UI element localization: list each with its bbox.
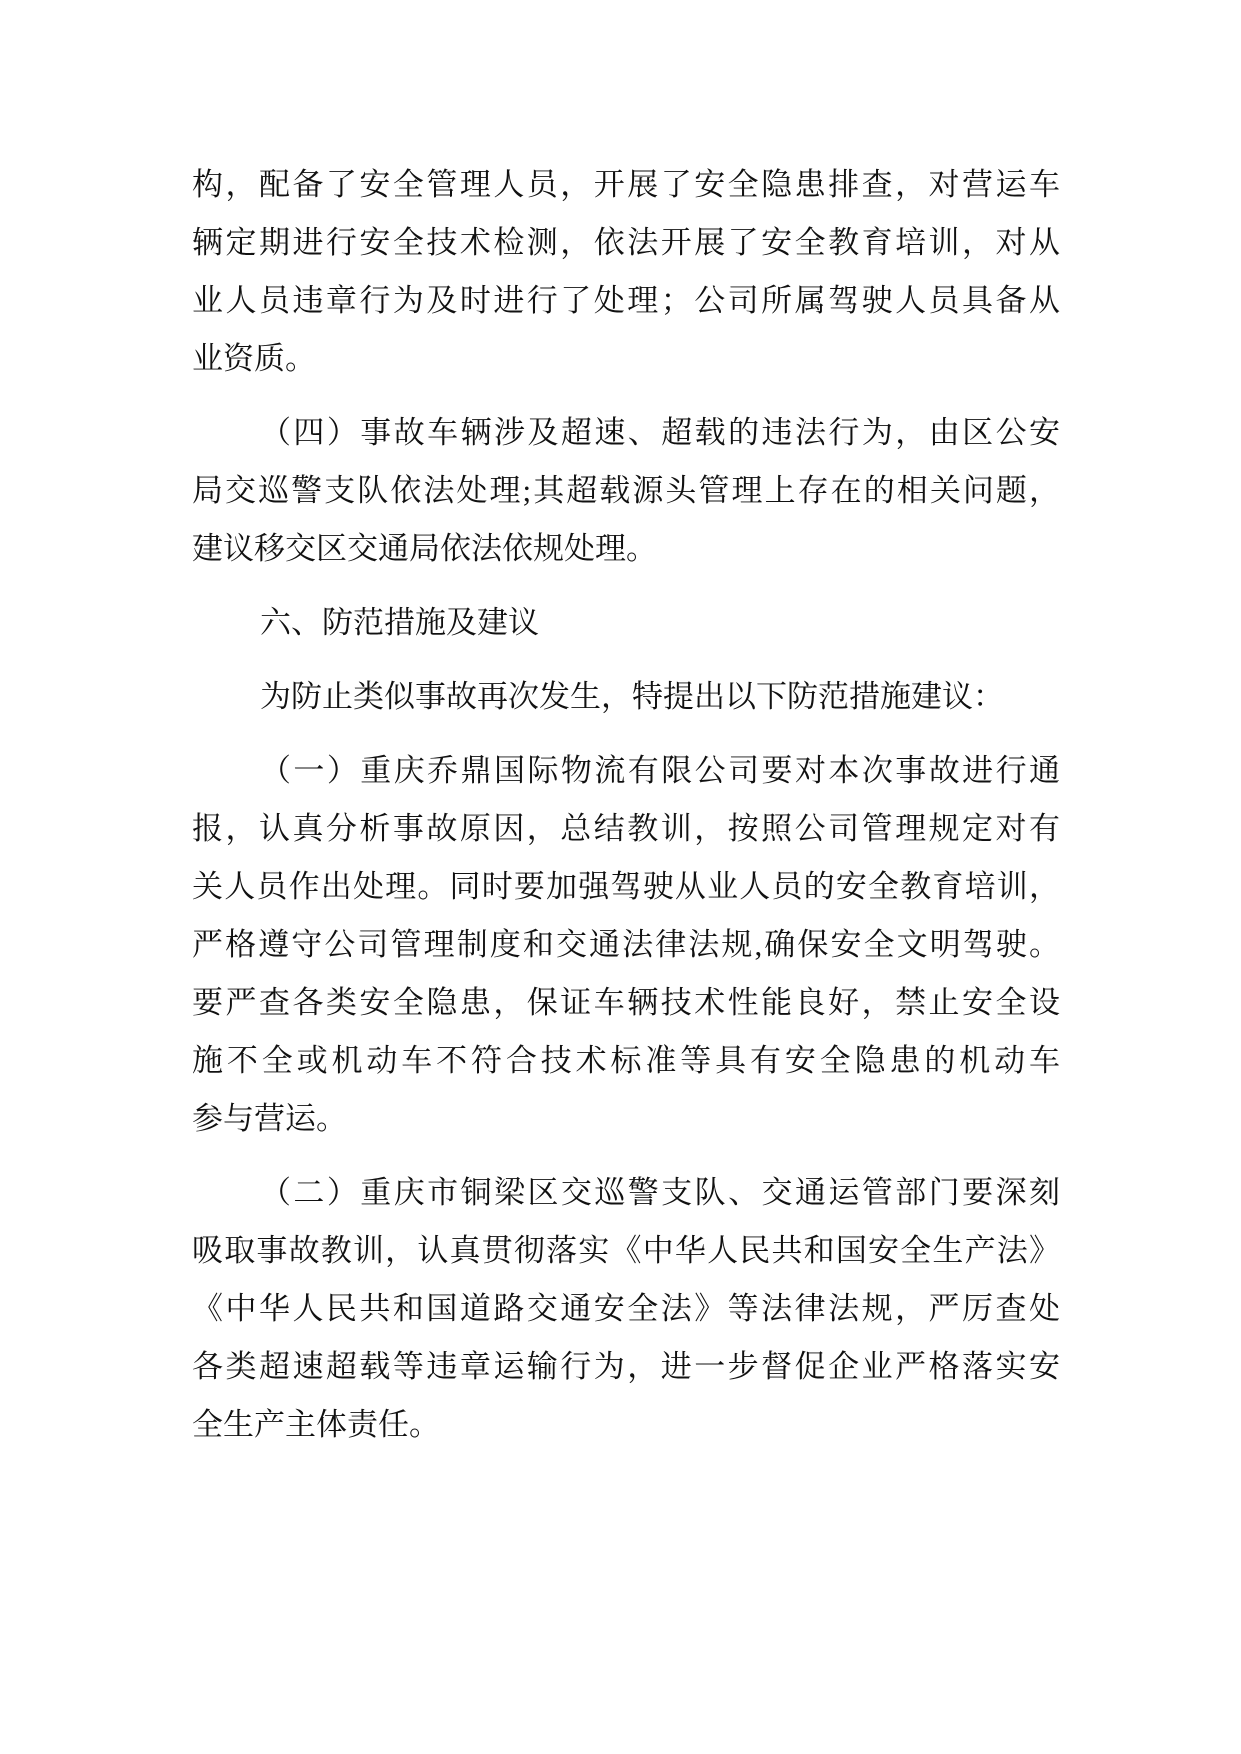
text-line: 关人员作出处理。同时要加强驾驶从业人员的安全教育培训， (192, 869, 1060, 904)
text-line: 业资质。 (192, 341, 316, 376)
paragraph (192, 594, 1060, 652)
text-line: 参与营运。 (192, 1101, 347, 1136)
text-line: 辆定期进行安全技术检测，依法开展了安全教育培训，对从 (192, 225, 1060, 260)
text-line: 为防止类似事故再次发生，特提出以下防范措施建议： (260, 679, 1004, 714)
paragraph (192, 742, 1060, 1148)
text-line: 报，认真分析事故原因，总结教训，按照公司管理规定对有 (192, 811, 1060, 846)
text-line: 局交巡警支队依法处理;其超载源头管理上存在的相关问题， (192, 473, 1060, 508)
text-line: （一）重庆乔鼎国际物流有限公司要对本次事故进行通 (260, 753, 1060, 788)
paragraph (192, 156, 1060, 388)
text-line: 《中华人民共和国道路交通安全法》等法律法规，严厉查处 (192, 1291, 1060, 1326)
text-line: 要严查各类安全隐患，保证车辆技术性能良好，禁止安全设 (192, 985, 1060, 1020)
text-line: （四）事故车辆涉及超速、超载的违法行为，由区公安 (260, 415, 1060, 450)
paragraph (192, 1164, 1060, 1454)
document-page (192, 156, 1060, 1470)
text-line: 六、防范措施及建议 (260, 605, 539, 640)
text-line: 业人员违章行为及时进行了处理；公司所属驾驶人员具备从 (192, 283, 1060, 318)
paragraph (192, 404, 1060, 578)
text-line: 建议移交区交通局依法依规处理。 (192, 531, 657, 566)
text-line: 吸取事故教训，认真贯彻落实《中华人民共和国安全生产法》 (192, 1233, 1060, 1268)
paragraph (192, 668, 1060, 726)
text-line: 严格遵守公司管理制度和交通法律法规,确保安全文明驾驶。 (192, 927, 1060, 962)
text-line: （二）重庆市铜梁区交巡警支队、交通运管部门要深刻 (260, 1175, 1060, 1210)
text-line: 施不全或机动车不符合技术标准等具有安全隐患的机动车 (192, 1043, 1060, 1078)
text-line: 全生产主体责任。 (192, 1407, 440, 1442)
text-line: 构，配备了安全管理人员，开展了安全隐患排查，对营运车 (192, 167, 1060, 202)
text-line: 各类超速超载等违章运输行为，进一步督促企业严格落实安 (192, 1349, 1060, 1384)
